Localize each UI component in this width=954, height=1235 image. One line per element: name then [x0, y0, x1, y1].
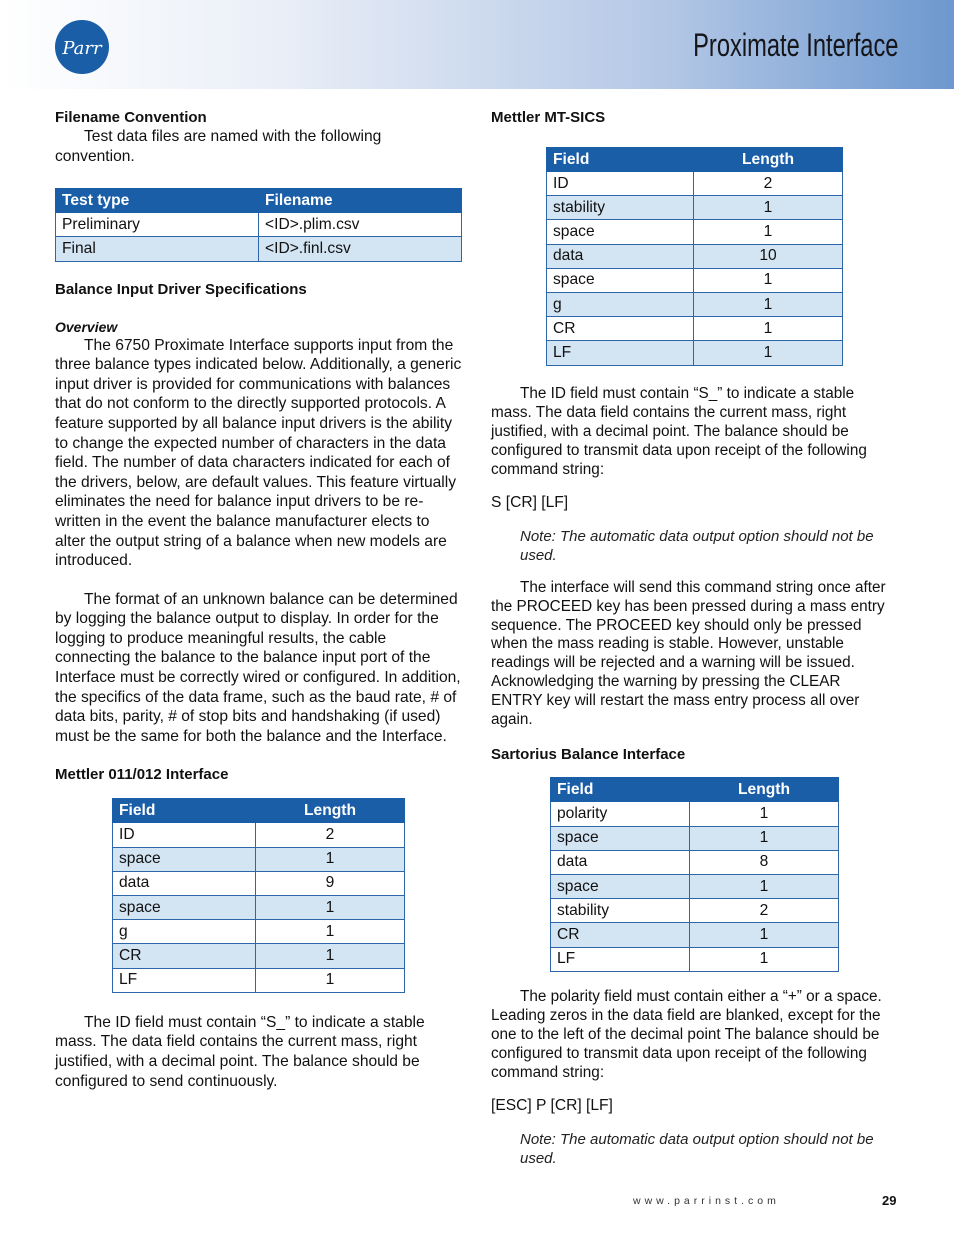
page-number: 29: [882, 1193, 897, 1208]
table-cell: polarity: [551, 802, 690, 826]
table-row: [113, 920, 405, 944]
table-row: [551, 923, 839, 947]
table-row: [551, 826, 839, 850]
table-cell: g: [547, 292, 694, 316]
table-cell: 1: [256, 896, 405, 920]
table-header-cell: Length: [694, 148, 843, 172]
table-cell: 1: [690, 826, 839, 850]
table-cell: CR: [113, 944, 256, 968]
table-cell: stability: [547, 196, 694, 220]
table-row: [113, 871, 405, 895]
table-cell: 1: [694, 317, 843, 341]
table-header-row: [56, 189, 462, 213]
table-row: [547, 341, 843, 365]
table-header-cell: Length: [690, 778, 839, 802]
table-cell: 2: [256, 823, 405, 847]
mettler-011-text: The ID field must contain “S_” to indicate a stable mass. The data field contains the current mass, right justified, with a decimal point. The balance should be configured to send continuously.: [55, 1013, 425, 1090]
balance-input-heading: Balance Input Driver Specifications: [55, 280, 307, 298]
right-column: [491, 108, 891, 1168]
table-cell: 2: [690, 899, 839, 923]
table-cell: 1: [256, 847, 405, 871]
table-row: [547, 172, 843, 196]
table-cell: data: [551, 850, 690, 874]
footer-url: www.parrinst.com: [633, 1195, 780, 1207]
mettler-sics-note: Note: The automatic data output option should not be used.: [520, 528, 874, 565]
table-cell: stability: [551, 899, 690, 923]
table-cell: space: [547, 220, 694, 244]
table-cell: CR: [551, 923, 690, 947]
table-header-cell: Field: [551, 778, 690, 802]
table-row: [113, 896, 405, 920]
table-row: [551, 850, 839, 874]
table-cell: 9: [256, 871, 405, 895]
table-cell: 2: [694, 172, 843, 196]
table-cell: 1: [256, 944, 405, 968]
table-header-row: [547, 148, 843, 172]
table-cell: <ID>.finl.csv: [259, 237, 462, 261]
table-header-cell: Length: [256, 799, 405, 823]
table-row: [551, 947, 839, 971]
sartorius-table: [550, 777, 839, 971]
sartorius-command: [ESC] P [CR] [LF]: [491, 1096, 613, 1114]
table-cell: space: [551, 875, 690, 899]
table-header-row: [551, 778, 839, 802]
table-cell: g: [113, 920, 256, 944]
table-cell: 8: [690, 850, 839, 874]
table-cell: ID: [547, 172, 694, 196]
table-cell: Preliminary: [56, 213, 259, 237]
mettler-sics-text-2: The interface will send this command string once after the PROCEED key has been pressed during a mass entry sequence. The PROCEED key should only be pressed when the mass reading is stable. However, unstable readings will be rejected and a warning will be issued. Acknowledging the warning by pressing the CLEAR ENTRY key will restart the mass entry process all over again.: [491, 579, 886, 728]
table-cell: CR: [547, 317, 694, 341]
table-header-cell: Field: [547, 148, 694, 172]
mettler-sics-heading: Mettler MT-SICS: [491, 109, 606, 126]
mettler-011-table: [112, 798, 405, 992]
table-row: [547, 292, 843, 316]
table-cell: ID: [113, 823, 256, 847]
table-cell: 1: [690, 875, 839, 899]
page-header: [0, 0, 954, 89]
table-row: [56, 237, 462, 261]
table-cell: 1: [694, 196, 843, 220]
mettler-sics-command: S [CR] [LF]: [491, 493, 569, 511]
parr-logo-icon: [54, 19, 110, 75]
table-cell: 1: [690, 947, 839, 971]
table-row: [113, 968, 405, 992]
table-cell: Final: [56, 237, 259, 261]
table-cell: space: [113, 847, 256, 871]
table-header-cell: Test type: [56, 189, 259, 213]
filename-convention-heading: Filename Convention: [55, 109, 207, 126]
table-cell: 1: [694, 341, 843, 365]
table-cell: space: [113, 896, 256, 920]
table-cell: space: [551, 826, 690, 850]
table-row: [547, 317, 843, 341]
table-cell: LF: [113, 968, 256, 992]
svg-text:Parr: Parr: [62, 38, 102, 59]
table-cell: 10: [694, 244, 843, 268]
table-cell: 1: [256, 920, 405, 944]
table-cell: 1: [694, 268, 843, 292]
table-cell: 1: [694, 292, 843, 316]
mettler-011-heading: Mettler 011/012 Interface: [55, 766, 229, 784]
overview-paragraph-2: The format of an unknown balance can be determined by logging the balance output to display. In order for the logging to produce meaningful results, the cable connecting the balance to the balance input port of the Interface must be correctly wired or configured. In addition, the specifics of the data frame, such as the baud rate, # of data bits, parity, # of stop bits and handshaking (if used) must be the same for both the balance and the Interface.: [55, 590, 461, 745]
filename-convention-text: Test data files are named with the following convention.: [55, 128, 382, 165]
table-cell: 1: [256, 968, 405, 992]
mettler-sics-text-1: The ID field must contain “S_” to indicate a stable mass. The data field contains the current mass, right justified, with a decimal point. The balance should be configured to transmit data upon receipt of the following command string:: [491, 384, 867, 478]
sartorius-heading: Sartorius Balance Interface: [491, 746, 686, 764]
table-row: [547, 196, 843, 220]
filename-table: [55, 188, 462, 261]
table-row: [551, 802, 839, 826]
table-header-row: [113, 799, 405, 823]
table-row: [113, 823, 405, 847]
table-row: [113, 944, 405, 968]
sartorius-text: The polarity field must contain either a “+” or a space. Leading zeros in the data field are blanked, except for the one to the left of the decimal point The balance should be configured to transmit data upon receipt of the following command string:: [491, 987, 882, 1081]
table-row: [551, 899, 839, 923]
table-row: [547, 244, 843, 268]
table-cell: LF: [547, 341, 694, 365]
table-row: [113, 847, 405, 871]
table-row: [547, 268, 843, 292]
table-cell: 1: [694, 220, 843, 244]
page-title: Proximate Interface: [692, 27, 898, 63]
table-row: [547, 220, 843, 244]
table-cell: data: [113, 871, 256, 895]
table-cell: 1: [690, 923, 839, 947]
overview-heading: Overview: [55, 318, 118, 335]
table-cell: data: [547, 244, 694, 268]
table-cell: space: [547, 268, 694, 292]
table-row: [56, 213, 462, 237]
table-cell: <ID>.plim.csv: [259, 213, 462, 237]
table-header-cell: Filename: [259, 189, 462, 213]
sartorius-note: Note: The automatic data output option should not be used.: [520, 1131, 874, 1168]
overview-paragraph-1: The 6750 Proximate Interface supports input from the three balance types indicated below. Additionally, a generic input driver is provided for communications with balances that do not conform to the directly supported protocols. A feature supported by all balance input drivers is the ability to change the expected number of characters in the data field. The number of data characters indicated for each of the drivers, below, are default values. This feature virtually eliminates the need for balance input drivers to be re-written in the event the balance manufacturer elects to alter the output string of a balance when new models are introduced.: [55, 336, 462, 570]
table-cell: 1: [690, 802, 839, 826]
table-cell: LF: [551, 947, 690, 971]
table-header-cell: Field: [113, 799, 256, 823]
mettler-sics-table: [546, 147, 843, 366]
table-row: [551, 875, 839, 899]
left-column: [55, 108, 463, 1091]
